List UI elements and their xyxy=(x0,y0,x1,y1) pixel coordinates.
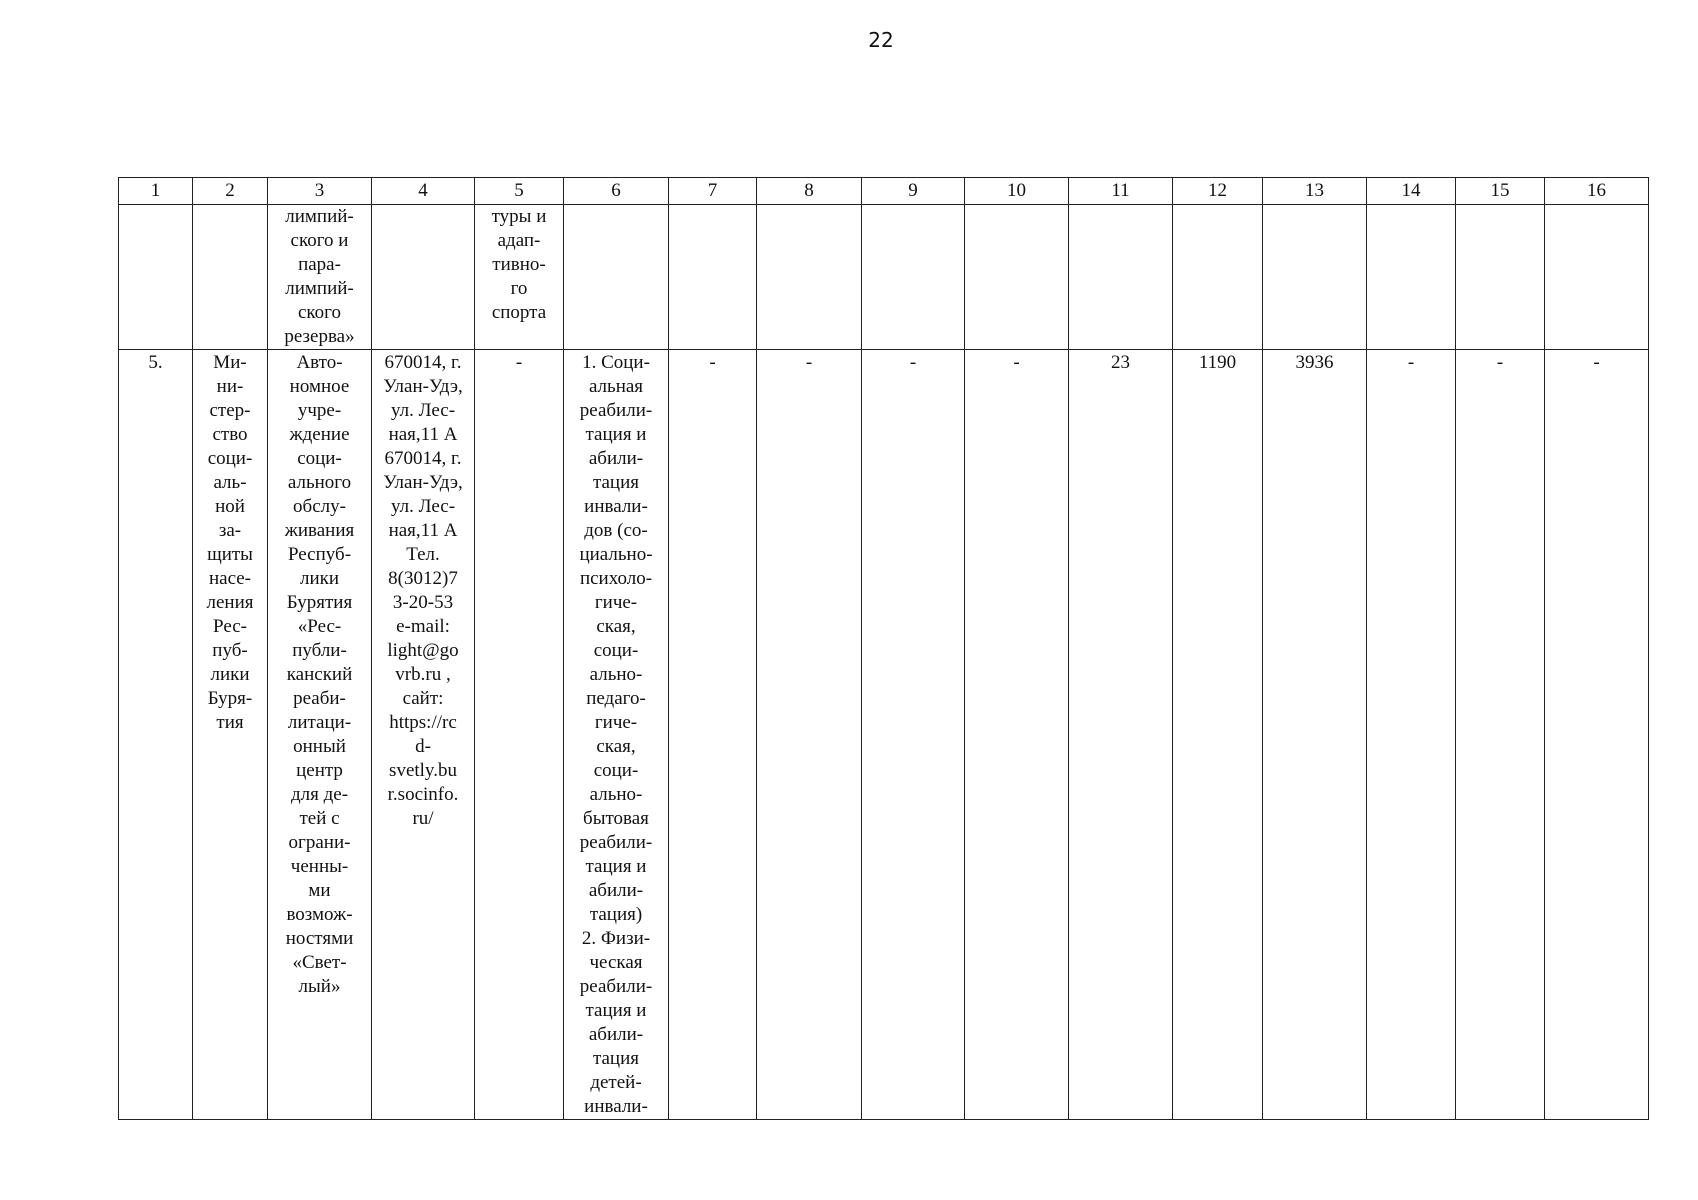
registry-table xyxy=(118,177,1649,1120)
column-number: 14 xyxy=(1367,178,1456,205)
table-cell: - xyxy=(757,350,862,1120)
table-cell: 23 xyxy=(1069,350,1173,1120)
table-cell xyxy=(757,205,862,350)
column-number: 2 xyxy=(193,178,268,205)
table-cell xyxy=(1456,205,1545,350)
column-number: 16 xyxy=(1545,178,1649,205)
address-contacts-cell: 670014, г. Улан-Удэ, ул. Лес- ная,11 А 670014, г. Улан-Удэ, ул. Лес- ная,11 А Тел. 8(3012)7 3-20-53 e-mail: light@go vrb.ru , сайт: https://rc d- svetly.bu r.socinfo. ru/ xyxy=(372,350,475,1120)
column-number: 7 xyxy=(669,178,757,205)
table-cell: - xyxy=(1545,350,1649,1120)
table-cell: - xyxy=(862,350,965,1120)
table-cell xyxy=(372,205,475,350)
table-cell xyxy=(862,205,965,350)
organization-name-cell: Авто- номное учре- ждение соци- ального обслу- живания Респуб- лики Бурятия «Рес- публи- канский реаби- литаци- онный центр для де- тей с ограни- ченны- ми возмож- ностями «Свет- лый» xyxy=(268,350,372,1120)
table-cell xyxy=(1263,205,1367,350)
table-cell xyxy=(965,205,1069,350)
table-cell: 3936 xyxy=(1263,350,1367,1120)
table-row xyxy=(119,205,1649,350)
table-cell xyxy=(1069,205,1173,350)
services-cell: 1. Соци- альная реабили- тация и абили- тация инвали- дов (со- циально- психоло- гиче- ская, соци- ально- педаго- гиче- ская, соци- ально- бытовая реабили- тация и абили- тация) 2. Физи- ческая реабили- тация и абили- тация детей- инвали- xyxy=(564,350,669,1120)
table-cell: туры и адап- тивно- го спорта xyxy=(475,205,564,350)
table-cell xyxy=(119,205,193,350)
column-number: 3 xyxy=(268,178,372,205)
table-cell xyxy=(669,205,757,350)
table-cell: лимпий- ского и пара- лимпий- ского резерва» xyxy=(268,205,372,350)
table-cell xyxy=(1367,205,1456,350)
column-number: 8 xyxy=(757,178,862,205)
page-number: 22 xyxy=(868,28,894,52)
column-number: 5 xyxy=(475,178,564,205)
column-number: 1 xyxy=(119,178,193,205)
table-row xyxy=(119,350,1649,1120)
table-cell: 1190 xyxy=(1173,350,1263,1120)
table-cell xyxy=(564,205,669,350)
column-number: 10 xyxy=(965,178,1069,205)
table-cell: - xyxy=(1367,350,1456,1120)
column-number: 11 xyxy=(1069,178,1173,205)
row-number: 5. xyxy=(119,350,193,1120)
column-number: 13 xyxy=(1263,178,1367,205)
column-number-row xyxy=(119,178,1649,205)
table-cell xyxy=(1173,205,1263,350)
table-cell: - xyxy=(669,350,757,1120)
column-number: 12 xyxy=(1173,178,1263,205)
column-number: 9 xyxy=(862,178,965,205)
column-number: 15 xyxy=(1456,178,1545,205)
table-cell: - xyxy=(1456,350,1545,1120)
ministry-cell: Ми- ни- стер- ство соци- аль- ной за- щиты насе- ления Рес- пуб- лики Буря- тия xyxy=(193,350,268,1120)
column-number: 6 xyxy=(564,178,669,205)
table-cell xyxy=(193,205,268,350)
table-cell: - xyxy=(965,350,1069,1120)
column-number: 4 xyxy=(372,178,475,205)
table-cell: - xyxy=(475,350,564,1120)
table-cell xyxy=(1545,205,1649,350)
